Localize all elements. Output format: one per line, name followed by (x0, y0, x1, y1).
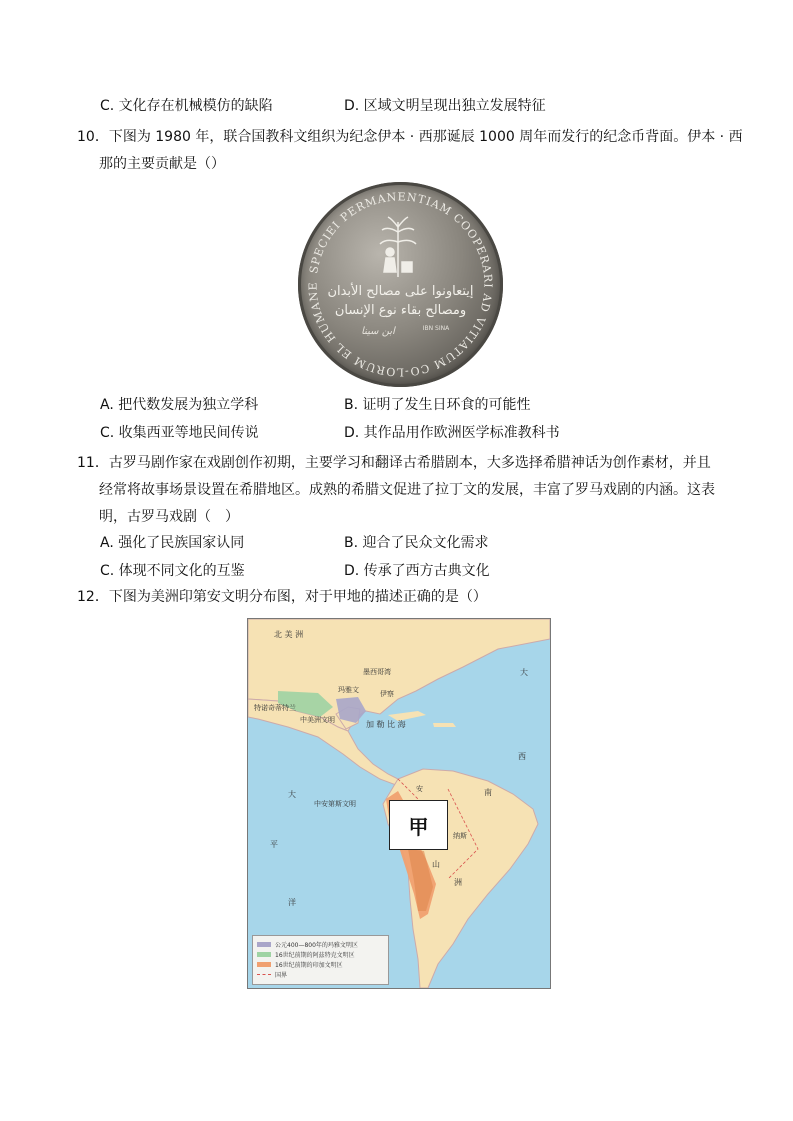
map-label-mountains: 山 (432, 860, 440, 869)
q10-option-a: A. 把代数发展为独立学科 (100, 397, 259, 413)
map-label-pacific-mid: 平 (270, 840, 278, 849)
q10-stem-line-1: 10．下图为 1980 年，联合国教科文组织为纪念伊本 · 西那诞辰 1000 周年而发行的纪念币背面。伊本 · 西 (77, 129, 743, 145)
coin-mark: IBN SINA (422, 325, 450, 332)
coin-signature: ابن سينا (361, 326, 395, 337)
q11-option-a: A. 强化了民族国家认同 (100, 535, 245, 551)
coin-arabic-line-2: ومصالح بقاء نوع الإنسان (334, 303, 467, 318)
legend-swatch (257, 962, 271, 967)
legend-item-border: 国界 (257, 970, 287, 978)
legend-swatch (257, 974, 271, 975)
americas-civilization-map (247, 618, 551, 989)
map-label-pacific-2: 洋 (288, 898, 296, 907)
location-jia-label: 甲 (389, 800, 448, 850)
q11-stem-line-3: 明，古罗马戏剧（ ） (99, 509, 239, 525)
q12-stem: 12．下图为美洲印第安文明分布图，对于甲地的描述正确的是（） (77, 589, 487, 605)
map-label-continent: 洲 (454, 878, 462, 887)
q11-stem-line-2: 经常将故事场景设置在希腊地区。成熟的希腊文促进了拉丁文的发展，丰富了罗马戏剧的内涵。这表 (99, 482, 715, 498)
legend-item-maya: 公元400—800年的玛雅文明区 (257, 940, 358, 948)
map-label-atlantic-2: 西 (518, 752, 526, 761)
q11-option-b: B. 迎合了民众文化需求 (344, 535, 489, 551)
map-label-south-america: 南 (484, 788, 492, 797)
legend-swatch (257, 952, 271, 957)
q10-option-d: D. 其作品用作欧洲医学标准教科书 (344, 425, 560, 441)
map-label-yucatan: 伊察 (380, 690, 394, 698)
legend-item-inca: 16世纪前期的印加文明区 (257, 960, 343, 968)
commemorative-coin-image (298, 182, 503, 387)
map-label-pacific-1: 大 (288, 790, 296, 799)
map-legend (252, 935, 389, 985)
q9-option-c: C. 文化存在机械模仿的缺陷 (100, 98, 273, 114)
map-label-an: 安 (416, 785, 423, 793)
map-label-teotihuacan: 特诺奇蒂特兰 (254, 704, 296, 712)
legend-item-aztec: 16世纪前期的阿兹特克文明区 (257, 950, 355, 958)
map-label-nazca: 纳斯 (453, 832, 467, 840)
map-label-andes: 中安第斯文明 (314, 800, 356, 808)
map-label-gulf: 墨西哥湾 (363, 668, 391, 676)
map-label-central-american: 中美洲文明 (300, 716, 335, 724)
map-label-north-america: 北 美 洲 (274, 630, 304, 639)
q11-option-d: D. 传承了西方古典文化 (344, 563, 490, 579)
q10-option-c: C. 收集西亚等地民间传说 (100, 425, 259, 441)
q11-option-c: C. 体现不同文化的互鉴 (100, 563, 245, 579)
coin-arabic-line-1: إيتعاونوا على مصالح الأبدان (327, 284, 474, 299)
q11-stem-line-1: 11．古罗马剧作家在戏剧创作初期，主要学习和翻译古希腊剧本，大多选择希腊神话为创作素材，并且 (77, 455, 711, 471)
coin-rim-text: SPECIEI PERMANENTIAM COOPERARI AD VITIATUM CO-LORUM EL HUMANE (306, 190, 495, 379)
map-label-caribbean: 加 勒 比 海 (366, 720, 406, 729)
q9-option-d: D. 区域文明呈现出独立发展特征 (344, 98, 546, 114)
map-label-atlantic-1: 大 (520, 668, 528, 677)
legend-swatch (257, 942, 271, 947)
q10-stem-line-2: 那的主要贡献是（） (99, 156, 225, 172)
map-label-maya: 玛雅文 (338, 686, 359, 694)
q10-option-b: B. 证明了发生日环食的可能性 (344, 397, 531, 413)
